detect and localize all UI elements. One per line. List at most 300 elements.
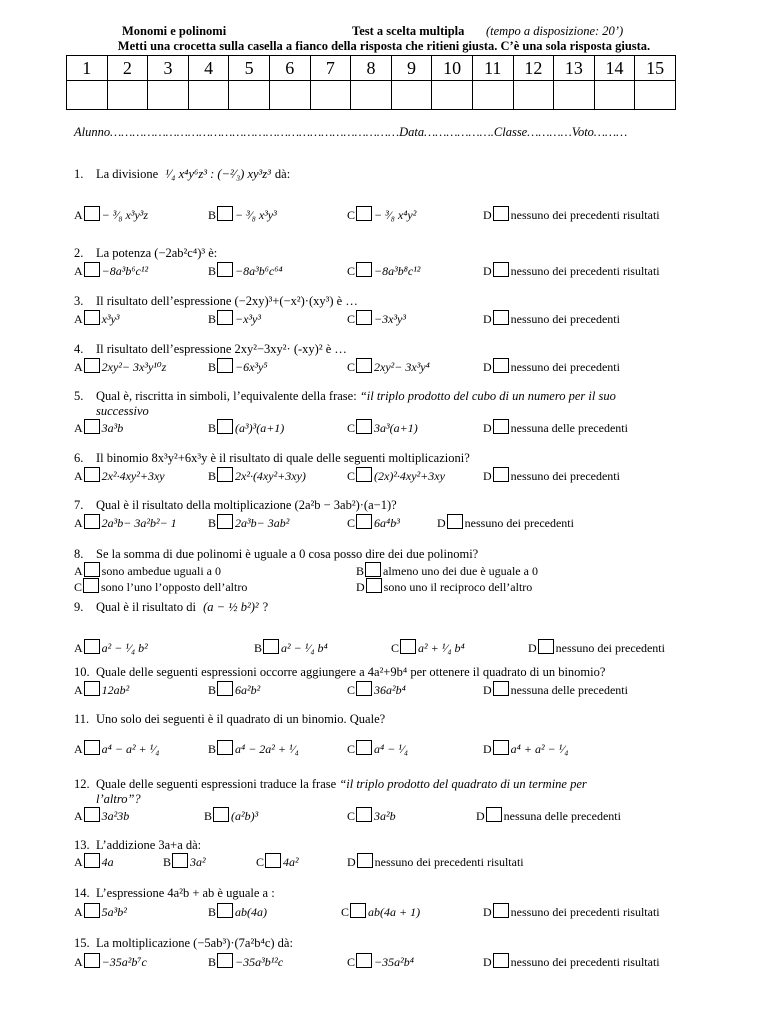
question-suffix: ? [262, 600, 269, 614]
question-5 [74, 389, 616, 419]
answer-checkbox[interactable] [366, 578, 382, 593]
answer-grid-number: 2 [107, 56, 148, 81]
instructions: Metti una crocetta sulla casella a fianco della risposta che ritieni giusta. C’è una sola risposta giusta. [117, 39, 651, 53]
option-text: nessuno dei precedenti [510, 360, 620, 374]
option-letter: D [347, 855, 356, 869]
answer-grid-cell[interactable] [432, 81, 473, 110]
answer-checkbox[interactable] [350, 903, 366, 918]
answer-checkbox[interactable] [493, 262, 509, 277]
answer-checkbox[interactable] [493, 903, 509, 918]
answer-grid-number: 15 [635, 56, 676, 81]
question-7-option-c [347, 514, 400, 531]
answer-grid-cell[interactable] [594, 81, 635, 110]
question-10-option-c [347, 681, 406, 698]
answer-checkbox[interactable] [217, 681, 233, 696]
answer-checkbox[interactable] [493, 206, 509, 221]
question-11-option-c [347, 740, 408, 757]
answer-grid-number: 9 [391, 56, 432, 81]
question-6-option-b [208, 467, 306, 484]
answer-checkbox[interactable] [84, 681, 100, 696]
option-text: − ³⁄₈ x³y³z [101, 208, 149, 222]
option-text: sono ambedue uguali a 0 [101, 564, 221, 578]
answer-grid-number: 10 [432, 56, 473, 81]
option-letter: C [391, 641, 400, 655]
question-14 [74, 886, 275, 901]
option-letter: B [208, 208, 217, 222]
question-4-option-a [74, 358, 166, 375]
answer-grid-number: 13 [554, 56, 595, 81]
question-8-option-c [74, 578, 247, 595]
question-text: Il binomio 8x³y²+6x³y è il risultato di quale delle seguenti moltiplicazioni? [96, 451, 470, 465]
option-letter: C [341, 905, 350, 919]
option-letter: A [74, 564, 83, 578]
option-text: −6x³y⁵ [235, 360, 268, 374]
answer-checkbox[interactable] [84, 467, 100, 482]
option-text: 3a²b [374, 809, 396, 823]
question-expression: (a − ½ b²)² [203, 600, 259, 614]
option-letter: C [347, 312, 356, 326]
question-6-option-c [347, 467, 445, 484]
answer-checkbox[interactable] [84, 562, 100, 577]
option-letter: D [528, 641, 537, 655]
option-letter: A [74, 421, 83, 435]
answer-checkbox[interactable] [493, 310, 509, 325]
question-12 [74, 777, 587, 807]
option-letter: A [74, 516, 83, 530]
question-number: 11. [74, 712, 90, 726]
option-text: − ³⁄₈ x³y³ [235, 208, 277, 222]
question-10 [74, 665, 605, 680]
question-text: La moltiplicazione (−5ab³)·(7a²b⁴c) dà: [96, 936, 293, 950]
option-text: 12ab² [101, 683, 130, 697]
answer-checkbox[interactable] [357, 853, 373, 868]
question-8-option-b [356, 562, 538, 579]
question-5-option-c [347, 419, 418, 436]
option-letter: B [204, 809, 213, 823]
answer-checkbox[interactable] [356, 262, 372, 277]
question-2-option-b [208, 262, 283, 279]
option-letter: C [347, 516, 356, 530]
option-letter: D [483, 683, 492, 697]
question-9-option-d [528, 639, 665, 656]
answer-checkbox[interactable] [84, 903, 100, 918]
answer-checkbox[interactable] [365, 562, 381, 577]
answer-checkbox[interactable] [356, 358, 372, 373]
question-number: 2. [74, 246, 84, 260]
question-14-option-d [483, 903, 660, 920]
option-text: a⁴ − ¹⁄₄ [374, 742, 409, 756]
answer-checkbox[interactable] [356, 310, 372, 325]
answer-checkbox[interactable] [83, 578, 99, 593]
option-text: −8a³b⁸c¹² [374, 264, 421, 278]
question-6 [74, 451, 470, 466]
question-13 [74, 838, 201, 853]
option-letter: B [208, 905, 217, 919]
question-number: 12. [74, 777, 90, 791]
option-letter: D [483, 360, 492, 374]
question-13-option-b [163, 853, 206, 870]
answer-grid-cell[interactable] [107, 81, 148, 110]
question-suffix: dà: [274, 167, 291, 181]
option-letter: A [74, 905, 83, 919]
question-10-option-b [208, 681, 260, 698]
question-3-option-c [347, 310, 406, 327]
test-title: Monomi e polinomi [122, 24, 227, 38]
answer-grid-number: 7 [310, 56, 351, 81]
question-number: 13. [74, 838, 90, 852]
answer-checkbox[interactable] [356, 807, 372, 822]
question-11 [74, 712, 385, 727]
answer-checkbox[interactable] [84, 310, 100, 325]
answer-checkbox[interactable] [356, 681, 372, 696]
option-letter: B [208, 683, 217, 697]
option-text: nessuno dei precedenti [510, 312, 620, 326]
question-6-option-d [483, 467, 620, 484]
option-text: a² − ¹⁄₄ b² [101, 641, 148, 655]
option-text: sono uno il reciproco dell’altro [383, 580, 533, 594]
answer-checkbox[interactable] [217, 419, 233, 434]
answer-checkbox[interactable] [84, 807, 100, 822]
option-text: 36a²b⁴ [374, 683, 406, 697]
question-quote-continued: successivo [96, 404, 149, 418]
question-15-option-a [74, 953, 147, 970]
option-letter: C [347, 264, 356, 278]
question-text: Quale delle seguenti espressioni occorre aggiungere a 4a²+9b⁴ per ottenere il quadrato di un binomio? [96, 665, 606, 679]
option-letter: C [347, 683, 356, 697]
option-letter: A [74, 742, 83, 756]
option-text: nessuno dei precedenti risultati [510, 264, 660, 278]
question-4-option-d [483, 358, 620, 375]
option-letter: B [208, 264, 217, 278]
option-text: 3a²3b [101, 809, 130, 823]
answer-checkbox[interactable] [356, 206, 372, 221]
option-letter: D [483, 421, 492, 435]
option-text: 6a²b² [235, 683, 261, 697]
option-text: nessuno dei precedenti risultati [510, 208, 660, 222]
question-text: Se la somma di due polinomi è uguale a 0 cosa posso dire dei due polinomi? [96, 547, 479, 561]
option-letter: A [74, 955, 83, 969]
question-15-option-b [208, 953, 283, 970]
question-11-option-a [74, 740, 159, 757]
answer-checkbox[interactable] [538, 639, 554, 654]
question-15-option-c [347, 953, 414, 970]
option-letter: A [74, 312, 83, 326]
option-letter: A [74, 855, 83, 869]
option-letter: B [208, 469, 217, 483]
option-text: a² + ¹⁄₄ b⁴ [418, 641, 465, 655]
question-number: 9. [74, 600, 84, 614]
question-9-option-b [254, 639, 328, 656]
option-text: 6a⁴b³ [374, 516, 400, 530]
answer-grid-number: 11 [472, 56, 513, 81]
question-9 [74, 600, 268, 615]
option-text: 2xy²− 3x³y⁴ [374, 360, 430, 374]
question-text: L’espressione 4a²b + ab è uguale a : [96, 886, 275, 900]
question-number: 10. [74, 665, 90, 679]
question-text: Quale delle seguenti espressioni traduce la frase [96, 777, 337, 791]
option-letter: C [347, 360, 356, 374]
answer-checkbox[interactable] [217, 740, 233, 755]
question-text: Il risultato dell’espressione (−2xy)³+(−x²)·(xy³) è … [96, 294, 358, 308]
option-text: nessuno dei precedenti risultati [374, 855, 524, 869]
question-14-option-b [208, 903, 267, 920]
question-12-option-d [476, 807, 621, 824]
option-text: 2x²·4xy²+3xy [101, 469, 165, 483]
option-text: a⁴ − a² + ¹⁄₄ [101, 742, 160, 756]
question-12-option-b [204, 807, 258, 824]
student-info-line: Alunno……………………………………………………………………Data……………….Classe…………Voto……… [74, 125, 628, 139]
option-letter: C [347, 955, 356, 969]
answer-checkbox[interactable] [217, 514, 233, 529]
option-text: nessuna delle precedenti [503, 809, 621, 823]
question-10-option-a [74, 681, 129, 698]
question-quote: “il triplo prodotto del cubo di un numero per il suo [359, 389, 616, 403]
question-number: 15. [74, 936, 90, 950]
option-letter: C [256, 855, 265, 869]
answer-grid-cell[interactable] [391, 81, 432, 110]
option-letter: A [74, 683, 83, 697]
option-letter: D [483, 469, 492, 483]
option-text: −8a³b⁶c¹² [101, 264, 149, 278]
answer-checkbox[interactable] [84, 514, 100, 529]
question-9-option-a [74, 639, 148, 656]
question-15-option-d [483, 953, 660, 970]
question-4-option-c [347, 358, 430, 375]
option-text: nessuno dei precedenti [555, 641, 665, 655]
option-text: a² − ¹⁄₄ b⁴ [281, 641, 328, 655]
question-5-option-b [208, 419, 284, 436]
answer-checkbox[interactable] [217, 467, 233, 482]
question-4-option-b [208, 358, 268, 375]
option-letter: C [347, 742, 356, 756]
answer-checkbox[interactable] [493, 953, 509, 968]
question-text: Uno solo dei seguenti è il quadrato di un binomio. Quale? [96, 712, 386, 726]
question-5-option-a [74, 419, 123, 436]
answer-checkbox[interactable] [213, 807, 229, 822]
question-quote: “il triplo prodotto del quadrato di un termine per [339, 777, 587, 791]
answer-grid-number: 14 [594, 56, 635, 81]
question-text: Il risultato dell’espressione 2xy²−3xy²· (-xy)² è … [96, 342, 347, 356]
answer-checkbox[interactable] [217, 903, 233, 918]
answer-grid-number: 3 [148, 56, 189, 81]
answer-grid-cell[interactable] [67, 81, 108, 110]
question-2-option-c [347, 262, 420, 279]
answer-grid-cell[interactable] [351, 81, 392, 110]
option-text: x³y³ [101, 312, 120, 326]
answer-checkbox[interactable] [217, 358, 233, 373]
answer-grid [66, 55, 676, 110]
option-text: − ³⁄₈ x⁴y² [374, 208, 417, 222]
option-text: (a²b)³ [231, 809, 259, 823]
question-13-option-d [347, 853, 524, 870]
answer-checkbox[interactable] [263, 639, 279, 654]
option-text: a⁴ + a² − ¹⁄₄ [510, 742, 569, 756]
question-15 [74, 936, 293, 951]
question-number: 4. [74, 342, 84, 356]
test-duration: (tempo a disposizione: 20’) [486, 24, 624, 38]
question-3-option-a [74, 310, 120, 327]
question-expression: ¹⁄₄ x⁴y⁶z³ : (−²⁄₃) xy³z³ [165, 167, 271, 181]
option-text: −35a³b¹²c [235, 955, 284, 969]
option-text: nessuna delle precedenti [510, 683, 628, 697]
question-10-option-d [483, 681, 628, 698]
option-letter: A [74, 208, 83, 222]
option-text: 3a³b [101, 421, 124, 435]
option-letter: D [437, 516, 446, 530]
option-text: (a³)³(a+1) [235, 421, 285, 435]
answer-checkbox[interactable] [356, 514, 372, 529]
answer-checkbox[interactable] [217, 262, 233, 277]
question-text: Qual è il risultato della moltiplicazione (2a²b − 3ab²)·(a−1)? [96, 498, 397, 512]
answer-checkbox[interactable] [493, 681, 509, 696]
answer-grid-cell[interactable] [229, 81, 270, 110]
answer-checkbox[interactable] [217, 310, 233, 325]
option-letter: D [476, 809, 485, 823]
question-11-option-b [208, 740, 299, 757]
answer-checkbox[interactable] [84, 740, 100, 755]
answer-grid-number: 4 [188, 56, 229, 81]
option-text: −3x³y³ [374, 312, 406, 326]
question-12-option-c [347, 807, 396, 824]
answer-checkbox[interactable] [356, 467, 372, 482]
option-letter: B [208, 955, 217, 969]
question-text: La divisione [96, 167, 159, 181]
question-4 [74, 342, 347, 357]
answer-checkbox[interactable] [486, 807, 502, 822]
answer-grid-cell[interactable] [188, 81, 229, 110]
answer-grid-cell[interactable] [472, 81, 513, 110]
option-letter: D [483, 312, 492, 326]
option-letter: B [163, 855, 172, 869]
option-text: 2a³b− 3a²b²− 1 [101, 516, 177, 530]
option-text: almeno uno dei due è uguale a 0 [383, 564, 538, 578]
option-letter: D [483, 955, 492, 969]
answer-checkbox[interactable] [356, 419, 372, 434]
question-2-option-a [74, 262, 148, 279]
option-text: nessuna delle precedenti [510, 421, 628, 435]
option-text: 2x²·(4xy²+3xy) [235, 469, 306, 483]
answer-grid-cell[interactable] [148, 81, 189, 110]
answer-checkbox[interactable] [84, 639, 100, 654]
option-text: 5a³b² [101, 905, 127, 919]
question-12-option-a [74, 807, 129, 824]
question-text: L’addizione 3a+a dà: [96, 838, 202, 852]
question-text: Qual è, riscritta in simboli, l’equivalente della frase: [96, 389, 357, 403]
option-text: −x³y³ [235, 312, 261, 326]
option-letter: C [347, 421, 356, 435]
answer-checkbox[interactable] [493, 358, 509, 373]
option-letter: A [74, 809, 83, 823]
option-letter: C [347, 208, 356, 222]
answer-checkbox[interactable] [84, 419, 100, 434]
option-letter: A [74, 264, 83, 278]
question-3 [74, 294, 358, 309]
option-letter: B [208, 312, 217, 326]
question-7-option-a [74, 514, 177, 531]
answer-checkbox[interactable] [172, 853, 188, 868]
option-letter: B [208, 360, 217, 374]
answer-checkbox[interactable] [493, 419, 509, 434]
answer-grid-cell[interactable] [635, 81, 676, 110]
option-letter: D [356, 580, 365, 594]
option-text: sono l’uno l’opposto dell’altro [101, 580, 248, 594]
option-letter: B [208, 421, 217, 435]
answer-grid-number: 5 [229, 56, 270, 81]
question-text: La potenza (−2ab²c⁴)³ è: [96, 246, 218, 260]
option-letter: A [74, 360, 83, 374]
answer-checkbox[interactable] [447, 514, 463, 529]
question-13-option-a [74, 853, 114, 870]
answer-grid-number: 12 [513, 56, 554, 81]
question-number: 7. [74, 498, 84, 512]
option-text: 3a³(a+1) [374, 421, 418, 435]
question-8 [74, 547, 478, 562]
option-letter: C [347, 809, 356, 823]
answer-checkbox[interactable] [217, 953, 233, 968]
question-number: 8. [74, 547, 84, 561]
question-text: Qual è il risultato di [96, 600, 196, 614]
answer-grid-cell[interactable] [269, 81, 310, 110]
option-text: −8a³b⁶c⁶⁴ [235, 264, 283, 278]
question-1-option-a [74, 206, 148, 223]
answer-checkbox[interactable] [356, 953, 372, 968]
test-subtitle: Test a scelta multipla [352, 24, 465, 38]
option-text: nessuno dei precedenti [464, 516, 574, 530]
option-letter: C [74, 580, 83, 594]
question-6-option-a [74, 467, 165, 484]
question-quote-continued: l’altro”? [96, 792, 141, 806]
option-text: nessuno dei precedenti [510, 469, 620, 483]
answer-checkbox[interactable] [356, 740, 372, 755]
answer-grid-cell[interactable] [310, 81, 351, 110]
answer-grid-number: 1 [67, 56, 108, 81]
question-14-option-a [74, 903, 127, 920]
option-letter: C [347, 469, 356, 483]
option-letter: B [254, 641, 263, 655]
option-text: 3a² [190, 855, 206, 869]
option-text: 4a² [283, 855, 299, 869]
answer-checkbox[interactable] [84, 853, 100, 868]
answer-checkbox[interactable] [493, 740, 509, 755]
option-text: −35a²b⁷c [101, 955, 147, 969]
answer-checkbox[interactable] [265, 853, 281, 868]
option-letter: A [74, 641, 83, 655]
question-1-option-c [347, 206, 416, 223]
question-1 [74, 167, 290, 182]
question-3-option-b [208, 310, 261, 327]
answer-grid-cell[interactable] [513, 81, 554, 110]
option-text: 2xy²− 3x³y¹⁰z [101, 360, 167, 374]
question-7 [74, 498, 397, 513]
question-number: 6. [74, 451, 84, 465]
answer-checkbox[interactable] [84, 358, 100, 373]
answer-checkbox[interactable] [217, 206, 233, 221]
question-number: 14. [74, 886, 90, 900]
answer-checkbox[interactable] [84, 953, 100, 968]
option-letter: B [208, 516, 217, 530]
option-text: ab(4a + 1) [368, 905, 421, 919]
answer-checkbox[interactable] [400, 639, 416, 654]
question-3-option-d [483, 310, 620, 327]
answer-grid-number: 6 [269, 56, 310, 81]
answer-checkbox[interactable] [84, 206, 100, 221]
answer-checkbox[interactable] [84, 262, 100, 277]
answer-checkbox[interactable] [493, 467, 509, 482]
answer-grid-number: 8 [351, 56, 392, 81]
answer-grid-cell[interactable] [554, 81, 595, 110]
option-text: nessuno dei precedenti risultati [510, 955, 660, 969]
option-letter: D [483, 264, 492, 278]
